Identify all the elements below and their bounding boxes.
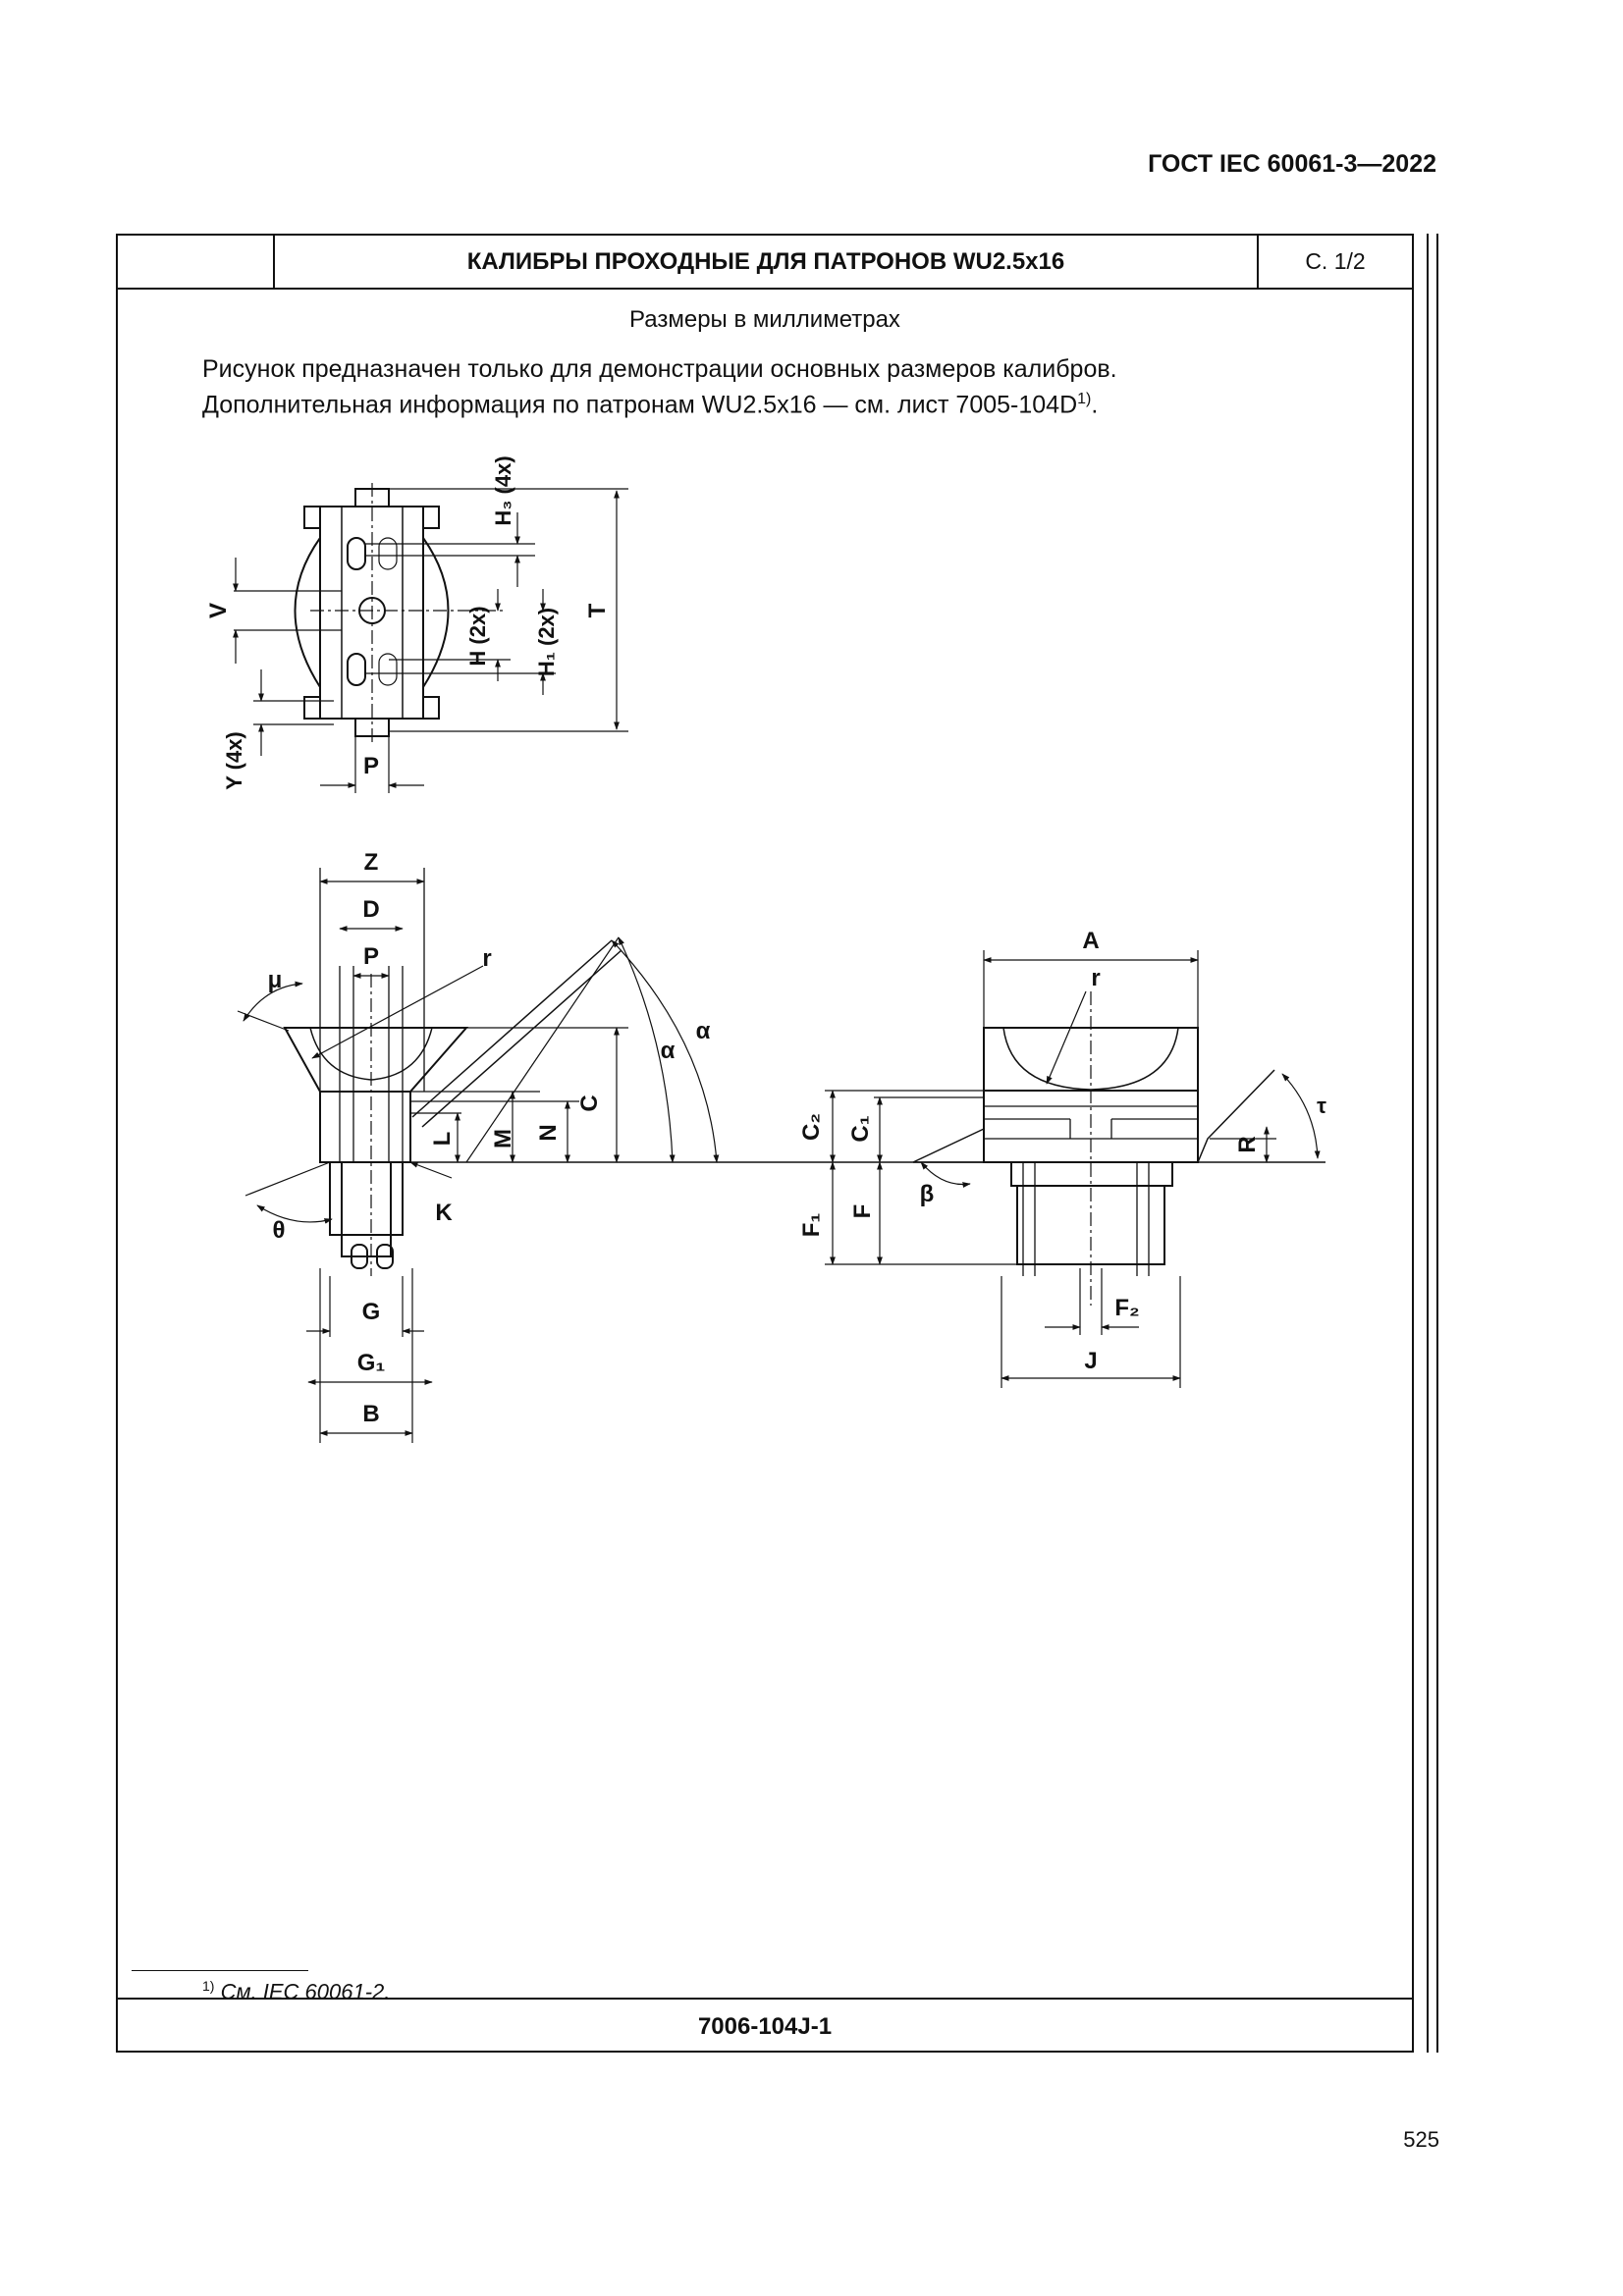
label-alpha-2: α (695, 1018, 711, 1044)
top-view (234, 483, 628, 793)
label-tau: τ (1317, 1094, 1326, 1118)
label-f2: F₂ (1114, 1295, 1140, 1321)
sheet-page-ref: С. 1/2 (1305, 248, 1366, 274)
label-y: Y (4x) (222, 731, 246, 790)
units-note: Размеры в миллиметрах (629, 306, 900, 333)
label-v: V (205, 602, 232, 619)
footnote-text: См. IEC 60061-2. (220, 1979, 391, 2004)
label-b: B (362, 1401, 380, 1427)
footnote-marker: 1) (202, 1978, 215, 1994)
label-l: L (429, 1131, 456, 1147)
label-m: M (490, 1129, 516, 1148)
label-g: G (361, 1299, 381, 1325)
side-view (238, 868, 893, 1443)
label-r-dim: R (1234, 1136, 1261, 1153)
label-j: J (1084, 1348, 1098, 1374)
side-view-labels (268, 849, 711, 1427)
label-theta: θ (272, 1217, 286, 1244)
label-h1: H₁ (2x) (534, 607, 559, 677)
front-view (825, 950, 1325, 1388)
label-d: D (362, 896, 380, 923)
label-k: K (435, 1200, 453, 1226)
label-g1: G₁ (356, 1350, 386, 1376)
label-c2: C₂ (798, 1113, 825, 1141)
note-line-1: Рисунок предназначен только для демонстрации основных размеров калибров. (202, 355, 1117, 383)
label-h: H (2x) (465, 606, 490, 667)
label-f1: F₁ (798, 1212, 825, 1238)
label-c: C (576, 1095, 603, 1112)
label-h3: H₃ (4x) (491, 455, 515, 526)
label-alpha-1: α (660, 1038, 676, 1064)
label-n: N (535, 1124, 562, 1142)
label-c1: C₁ (847, 1115, 874, 1143)
page-number: 525 (1403, 2127, 1439, 2152)
sheet-title: КАЛИБРЫ ПРОХОДНЫЕ ДЛЯ ПАТРОНОВ WU2.5x16 (275, 236, 1259, 288)
label-p-top: P (362, 753, 380, 779)
label-t: T (584, 603, 611, 618)
label-z: Z (363, 849, 379, 876)
front-view-labels (798, 928, 1326, 1374)
label-r-left: r (482, 945, 492, 972)
footnote-ref: 1) (1077, 391, 1092, 407)
note-line-2-end: . (1091, 391, 1099, 419)
label-p: P (362, 943, 380, 970)
label-a: A (1082, 928, 1100, 954)
sheet-number: 7006-104J-1 (118, 1998, 1412, 2054)
label-r-right: r (1091, 965, 1101, 991)
label-beta: β (919, 1181, 935, 1207)
label-f: F (849, 1203, 876, 1219)
standard-code: ГОСТ IEC 60061-3—2022 (1148, 150, 1436, 178)
label-mu: μ (267, 967, 283, 993)
note-line-2-text: Дополнительная информация по патронам WU2.5x16 — см. лист 7005-104D (202, 391, 1078, 419)
